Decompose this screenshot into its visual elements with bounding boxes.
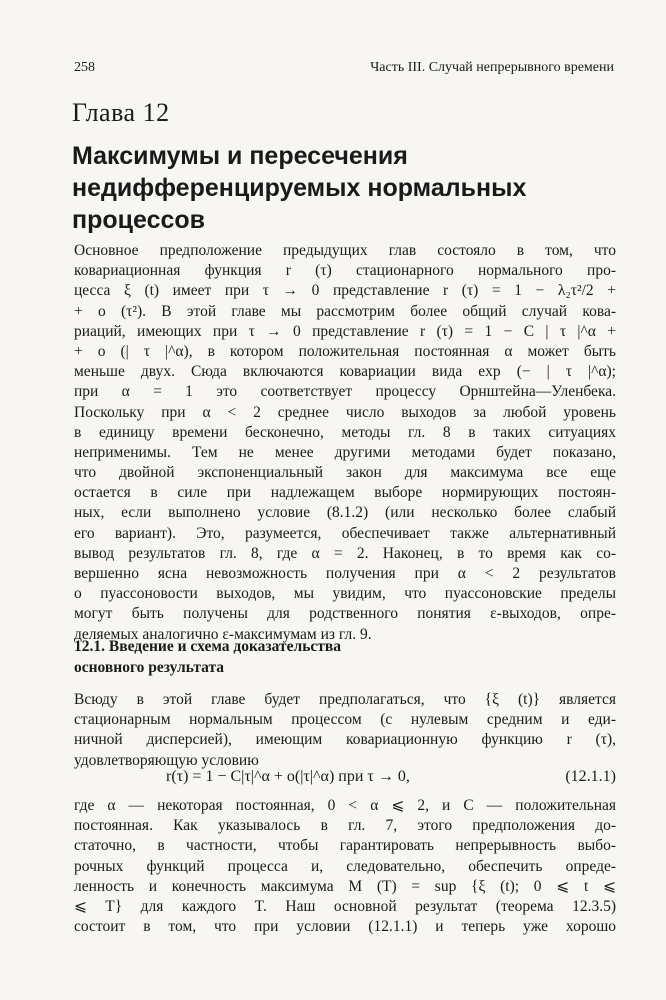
text-line: Основное предположение предыдущих глав состояло в том, что	[74, 242, 616, 259]
text-line: ленность и конечность максимума M (T) = sup {ξ (t); 0 ⩽ t ⩽	[74, 877, 616, 895]
text-line: удовлетворяющую условию	[74, 751, 259, 769]
text-line: стационарным нормальным процессом (с нулевым средним и еди-	[74, 711, 616, 729]
text-line: статочно, в частности, чтобы гарантировать непрерывность выбо-	[74, 837, 616, 855]
chapter-title	[72, 140, 632, 236]
text-line: постоянная. Как указывалось в гл. 7, этого предположения до-	[74, 817, 616, 835]
text-line: где α — некоторая постоянная, 0 < α ⩽ 2, и C — положительная	[74, 797, 616, 814]
text-line: ковариационная функция r (τ) стационарного нормального про-	[74, 262, 616, 280]
text-line: Всюду в этой главе будет предполагаться, что {ξ (t)} является	[74, 691, 616, 708]
text-line: цесса ξ (t) имеет при τ → 0 представление r (τ) = 1 − λ₂τ²/2 +	[74, 282, 616, 300]
text-line: что двойной экспоненциальный закон для максимума все еще	[74, 464, 616, 482]
text-line: в единицу времени бесконечно, методы гл. 8 в таких ситуациях	[74, 423, 616, 441]
text-line: Поскольку при α < 2 среднее число выходов за любой уровень	[74, 403, 616, 421]
text-line: остается в силе при надлежащем выборе нормирующих постоян-	[74, 484, 616, 502]
text-line: ных, если выполнено условие (8.1.2) (или несколько более слабый	[74, 504, 616, 522]
formula-expression: r(τ) = 1 − C|τ|^α + o(|τ|^α) при τ → 0,	[166, 768, 410, 785]
section-heading-line: 12.1. Введение и схема доказательства	[74, 638, 342, 655]
paragraph	[74, 690, 616, 771]
display-formula	[74, 768, 616, 790]
text-line: при α = 1 это соответствует процессу Орнштейна—Уленбека.	[74, 383, 616, 401]
text-line: неприменимы. Тем не менее другими методами будет показано,	[74, 443, 616, 461]
equation-number: (12.1.1)	[565, 768, 616, 785]
text-line: меньше двух. Сюда включаются ковариации вида exp (− | τ |^α);	[74, 363, 616, 381]
text-line: могут быть получены для родственного понятия ε-выходов, опре-	[74, 605, 616, 623]
text-line: деляемых аналогично ε-максимумам из гл. 9.	[74, 625, 372, 643]
text-line: вывод результатов гл. 8, где α = 2. Наконец, в то время как со-	[74, 544, 616, 562]
text-line: ⩽ T} для каждого T. Наш основной результат (теорема 12.3.5)	[74, 897, 616, 915]
text-line: рочных функций процесса и, следовательно, обеспечить опреде-	[74, 857, 616, 875]
text-line: вершенно ясна невозможность получения при α < 2 результатов	[74, 565, 616, 582]
page-number: 258	[74, 60, 95, 75]
chapter-title-line: Максимумы и пересечения	[72, 142, 408, 170]
text-line: + o (| τ |^α), в котором положительная постоянная α может быть	[74, 342, 616, 360]
page-header	[74, 60, 614, 80]
chapter-title-line: недифференцируемых нормальных	[72, 174, 527, 202]
section-heading	[74, 636, 341, 678]
text-line: риаций, имеющих при τ → 0 представление r (τ) = 1 − C | τ |^α +	[74, 322, 616, 340]
intro-paragraph	[74, 241, 616, 645]
text-line: о пуассоновости выходов, мы увидим, что пуассоновские пределы	[74, 585, 616, 603]
running-title: Часть III. Случай непрерывного времени	[370, 60, 614, 75]
text-line: ничной дисперсией), имеющим ковариационную функцию r (τ),	[74, 731, 616, 749]
paragraph	[74, 796, 616, 937]
text-line: состоит в том, что при условии (12.1.1) и теперь уже хорошо	[74, 918, 616, 936]
text-line: его вариант). Это, разумеется, обеспечивает также альтернативный	[74, 524, 616, 542]
chapter-label: Глава 12	[72, 98, 170, 127]
chapter-title-line: процессов	[72, 206, 206, 234]
section-heading-line: основного результата	[74, 659, 225, 676]
text-line: + o (τ²). В этой главе мы рассмотрим более общий случай кова-	[74, 302, 616, 320]
